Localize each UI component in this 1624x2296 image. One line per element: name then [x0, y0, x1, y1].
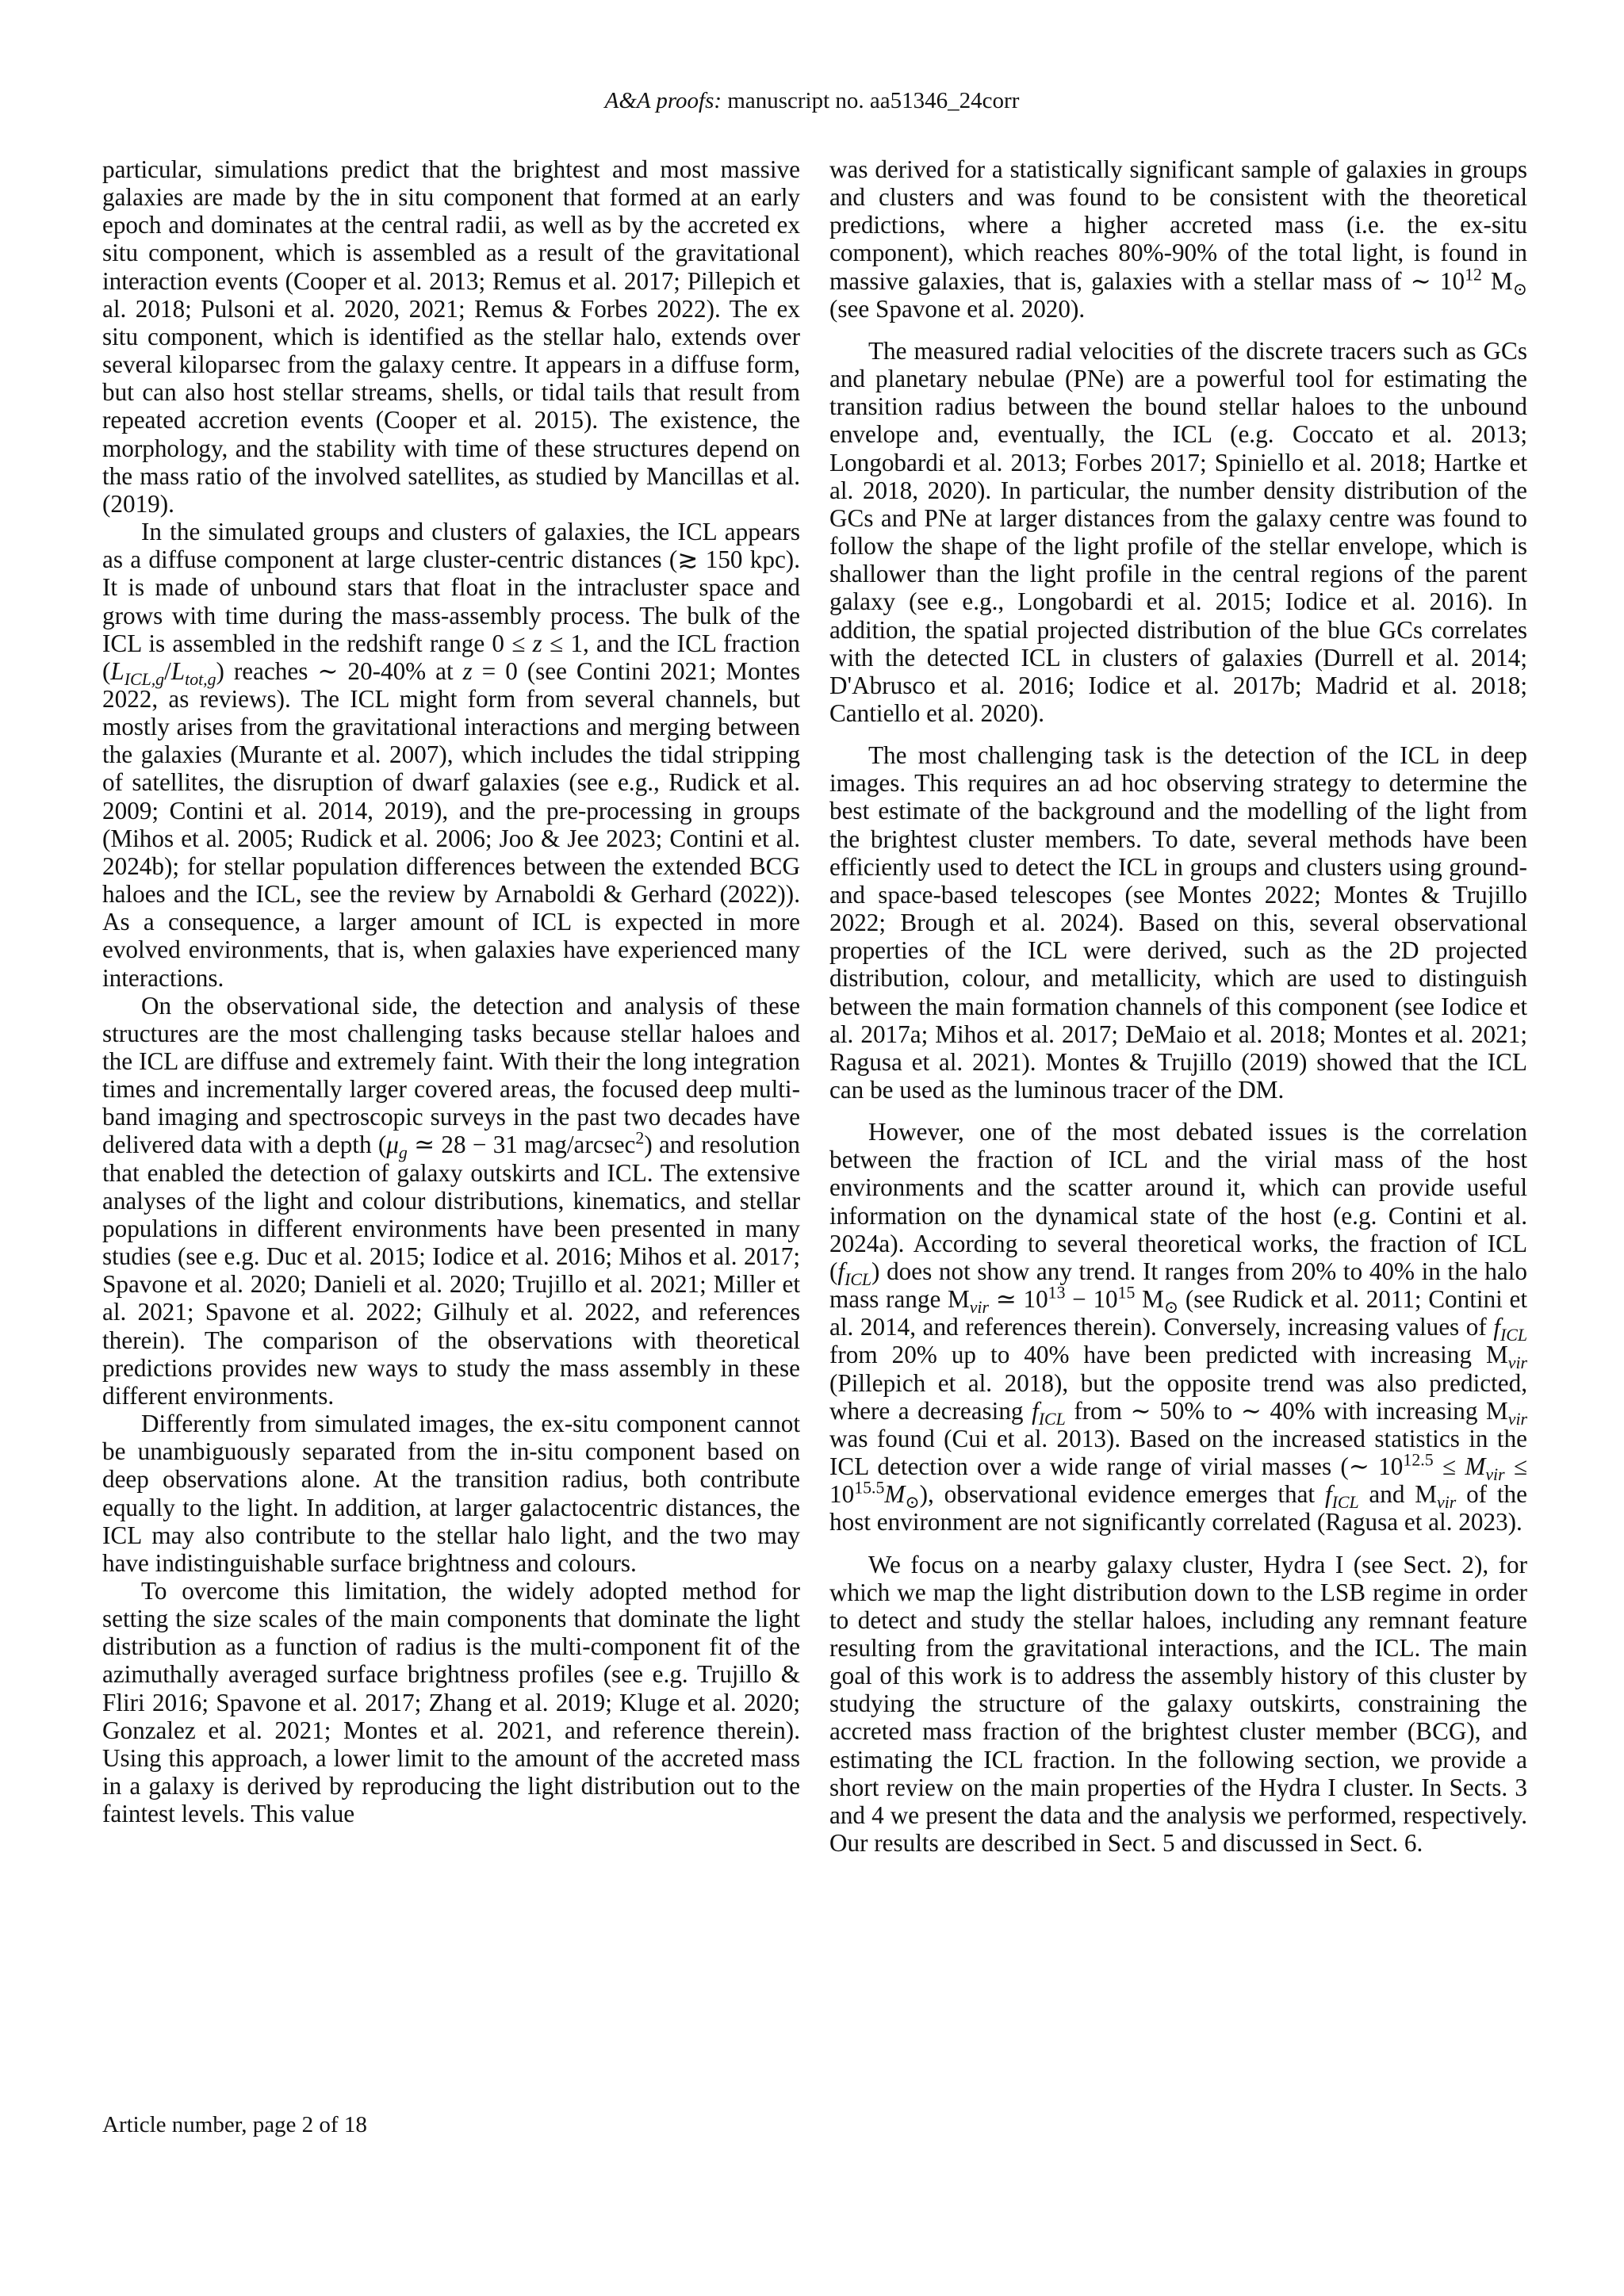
paragraph: In the simulated groups and clusters of galaxies, the ICL appears as a diffuse component at large cluster-centric distances (≳ 150 kpc). It is made of unbound stars that float in the intracluster space and grows with time during the mass-assembly process. The bulk of the ICL is assembled in the redshift range 0 ≤ z ≤ 1, and the ICL fraction $(L_{ICL,g}/L_{tot,g})$ reaches ∼ 20-40% at z = 0 (see Contini 2021; Montes 2022, as reviews). The ICL might form from several channels, but mostly arises from the gravitational interactions and merging between the galaxies (Murante et al. 2007), which includes the tidal stripping of satellites, the disruption of dwarf galaxies (see e.g., Rudick et al. 2009; Contini et al. 2014, 2019), and the pre-processing in groups (Mihos et al. 2005; Rudick et al. 2006; Joo & Jee 2023; Contini et al. 2024b); for stellar population differences between the extended BCG haloes and the ICL, see the review by Arnaboldi & Gerhard (2022)). As a consequence, a larger amount of ICL is expected in more evolved environments, that is, when galaxies have experienced many interactions. [102, 518, 800, 992]
paragraph: particular, simulations predict that the brightest and most massive galaxies are made by the in situ component that formed at an early epoch and dominates at the central radii, as well as by the accreted ex situ component, which is assembled as a result of the gravitational interaction events (Cooper et al. 2013; Remus et al. 2017; Pillepich et al. 2018; Pulsoni et al. 2020, 2021; Remus & Forbes 2022). The ex situ component, which is identified as the stellar halo, extends over several kiloparsec from the galaxy centre. It appears in a diffuse form, but can also host stellar streams, shells, or tidal tails that result from repeated accretion events (Cooper et al. 2015). The existence, the morphology, and the stability with time of these structures depend on the mass ratio of the involved satellites, as studied by Mancillas et al. (2019). [102, 155, 800, 518]
paragraph: To overcome this limitation, the widely adopted method for setting the size scales of the main components that dominate the light distribution as a function of radius is the multi-component fit of the azimuthally averaged surface brightness profiles (see e.g. Trujillo & Fliri 2016; Spavone et al. 2017; Zhang et al. 2019; Kluge et al. 2020; Gonzalez et al. 2021; Montes et al. 2021, and reference therein). Using this approach, a lower limit to the amount of the accreted mass in a galaxy is derived by reproducing the light distribution out to the faintest levels. This value [102, 1576, 800, 1828]
journal-name: A&A proofs: [604, 88, 722, 113]
left-column [102, 155, 800, 1827]
running-head [0, 86, 1624, 115]
paragraph: However, one of the most debated issues is the correlation between the fraction of ICL and the virial mass of the host environments and the scatter around it, which can provide useful information on the dynamical state of the host (e.g. Contini et al. 2024a). According to several theoretical works, the fraction of ICL $(f_{ICL})$ does not show any trend. It ranges from 20% to 40% in the halo mass range $M_{vir}$ ≃ $10^{13} - 10^{15}$ $M_⊙$ (see Rudick et al. 2011; Contini et al. 2014, and references therein). Conversely, increasing values of $f_{ICL}$ from 20% up to 40% have been predicted with increasing $M_{vir}$ (Pillepich et al. 2018), but the opposite trend was also predicted, where a decreasing $f_{ICL}$ from ∼ 50% to ∼ 40% with increasing $M_{vir}$ was found (Cui et al. 2013). Based on the increased statistics in the ICL detection over a wide range of virial masses (∼ $10^{12.5} \le M_{vir} \le 10^{15.5}M_⊙$), observational evidence emerges that $f_{ICL}$ and $M_{vir}$ of the host environment are not significantly correlated (Ragusa et al. 2023). [829, 1118, 1528, 1536]
paragraph: We focus on a nearby galaxy cluster, Hydra I (see Sect. 2), for which we map the light distribution down to the LSB regime in order to detect and study the stellar haloes, including any remnant feature resulting from the gravitational interactions, and the ICL. The main goal of this work is to address the assembly history of this cluster by studying the structure of the galaxy outskirts, constraining the accreted mass fraction of the brightest cluster member (BCG), and estimating the ICL fraction. In the following section, we provide a short review on the main properties of the Hydra I cluster. In Sects. 3 and 4 we present the data and the analysis we performed, respectively. Our results are described in Sect. 5 and discussed in Sect. 6. [829, 1550, 1527, 1858]
paragraph: The measured radial velocities of the discrete tracers such as GCs and planetary nebulae (PNe) are a powerful tool for estimating the transition radius between the bound stellar haloes to the unbound envelope and, eventually, the ICL (e.g. Coccato et al. 2013; Longobardi et al. 2013; Forbes 2017; Spiniello et al. 2018; Hartke et al. 2018, 2020). In particular, the number density distribution of the GCs and PNe at larger distances from the galaxy centre was found to follow the shape of the light profile of the stellar envelope, which is shallower than the light profile in the central regions of the parent galaxy (see e.g., Longobardi et al. 2015; Iodice et al. 2016). In addition, the spatial projected distribution of the blue GCs correlates with the detected ICL in clusters of galaxies (Durrell et al. 2014; D'Abrusco et al. 2016; Iodice et al. 2017b; Madrid et al. 2018; Cantiello et al. 2020). [829, 336, 1527, 727]
paragraph: On the observational side, the detection and analysis of these structures are the most challenging tasks because stellar haloes and the ICL are diffuse and extremely faint. With their the long integration times and incrementally larger covered areas, the focused deep multi-band imaging and spectroscopic surveys in the past two decades have delivered data with a depth ($\mu_g$ ≃ 28 − 31 mag/arcsec$^2$) and resolution that enabled the detection of galaxy outskirts and ICL. The extensive analyses of the light and colour distributions, kinematics, and stellar populations in different environments have been presented in many studies (see e.g. Duc et al. 2015; Iodice et al. 2016; Mihos et al. 2017; Spavone et al. 2020; Danieli et al. 2020; Trujillo et al. 2021; Miller et al. 2021; Spavone et al. 2022; Gilhuly et al. 2022, and references therein). The comparison of the observations with theoretical predictions provides new ways to study the mass assembly in these different environments. [102, 991, 800, 1410]
paragraph: was derived for a statistically significant sample of galaxies in groups and clusters and was found to be consistent with the theoretical predictions, where a higher accreted mass (i.e. the ex-situ component), which reaches 80%-90% of the total light, is found in massive galaxies, that is, galaxies with a stellar mass of ∼ $10^{12}$ $M_⊙$ (see Spavone et al. 2020). [829, 155, 1527, 323]
paragraph: Differently from simulated images, the ex-situ component cannot be unambiguously separated from the in-situ component based on deep observations alone. At the transition radius, both contribute equally to the light. In addition, at larger galactocentric distances, the ICL may also contribute to the stellar halo light, and the two may have indistinguishable surface brightness and colours. [102, 1410, 800, 1577]
paragraph: The most challenging task is the detection of the ICL in deep images. This requires an ad hoc observing strategy to determine the best estimate of the background and the modelling of the light from the brightest cluster members. To date, several methods have been efficiently used to detect the ICL in groups and clusters using ground- and space-based telescopes (see Montes 2022; Montes & Trujillo 2022; Brough et al. 2024). Based on this, several observational properties of the ICL were derived, such as the 2D projected distribution, colour, and metallicity, which are used to distinguish between the main formation channels of this component (see Iodice et al. 2017a; Mihos et al. 2017; DeMaio et al. 2018; Montes et al. 2021; Ragusa et al. 2021). Montes & Trujillo (2019) showed that the ICL can be used as the luminous tracer of the DM. [829, 741, 1527, 1104]
right-column [829, 155, 1527, 1857]
manuscript-id: manuscript no. aa51346_24corr [722, 88, 1020, 113]
page-footer: Article number, page 2 of 18 [102, 2112, 367, 2137]
